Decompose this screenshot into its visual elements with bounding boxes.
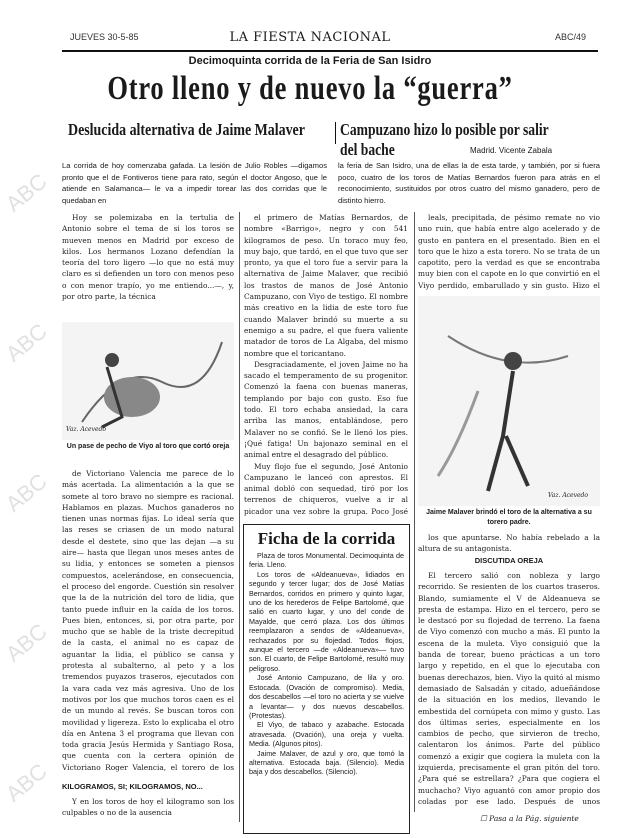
article-title: Otro lleno y de nuevo la “guerra” [107, 70, 513, 107]
issue-date: JUEVES 30-5-85 [70, 32, 139, 42]
header-rule [62, 50, 598, 52]
bullfight-photo-1 [62, 322, 234, 440]
subtitle-divider [335, 122, 336, 144]
column-3-mid [418, 532, 600, 554]
matador-illustration [62, 322, 234, 440]
article-kicker: Decimoquinta corrida de la Feria de San Isidro [188, 55, 432, 67]
photo-signature: Vaz. Acevedo [66, 426, 106, 433]
column-1-bottom [62, 468, 234, 773]
subtitle-right: Campuzano hizo lo posible por salir del bache [340, 120, 549, 159]
column-divider [239, 212, 240, 822]
ficha-paragraph: Jaime Malaver, de azul y oro, que tomó la alternativa. Estocada baja. (Silencio). Media baja y dos descabellos. (Silencio). [249, 748, 404, 777]
column-1-top [62, 212, 234, 314]
paragraph: de Victoriano Valencia me parece de lo más acertada. La alimentación a la que se somete al toro bravo no siempre es racional. Hablamos en plazas. Muchos ganaderos no tienen unas normas fijas. Lo ideal sería que las reses se criasen de un modo natural desde el destete, sino que las dejan —a su aire— hasta que llegan unos meses antes de su lidia, y entonces se someten a piensos compuestos, acelerándose, en consecuencia, el proceso del engorde. Cuestión sin resolver que la de la nutrición del toro de lidia, que tanto puede influir en la caída de los toros. Pues bien, entonces, si, por otra parte, por mucho que se hable de la triste decrepitud de la casta, el animal no es capaz de aguantar la lidia, el público se cansa y protesta al subalterno, al peto y a los tremendos puyazos traseros, ejecutados con la vara cada vez más agresiva. Uno de los motivos por los que muchos toros caen es el de un mundo al revés. Se buscan toros con movilidad y ligereza. Esto lo explicaba el otro día en Antena 3 el programa que llevan con toda gracia Jesús Hermida y Santiago Rosa, que cuenta con la certera opinión de Victoriano Roger Valencia, el torero de los [62, 469, 234, 772]
column-divider [414, 212, 415, 812]
ficha-paragraph: Plaza de toros Monumental. Decimoquinta de feria. Lleno. [249, 551, 404, 570]
paragraph: Hoy se polemizaba en la tertulia de Antonio sobre el tema de si los toros se mueven menos en Madrid por exceso de kilos. Los hermanos Lozano defendían la teoría del toro ligero —lo que no está muy claro es si defienden un toro con menos peso o con menor trapío, yo me entiendo...—, y, por otro parte, la técnica [62, 213, 234, 302]
watermark: ABC [0, 758, 52, 807]
watermark: ABC [0, 618, 52, 667]
paragraph: Y en los toros de hoy el kilogramo son los culpables o no de la ausencia [62, 797, 234, 818]
bullfight-photo-2 [418, 296, 600, 506]
column-1-end [62, 796, 234, 820]
watermark: ABC [0, 318, 52, 367]
watermark: ABC [0, 468, 52, 517]
subhead-kilogramos: KILOGRAMOS, SI; KILOGRAMOS, NO... [62, 782, 203, 791]
column-2 [244, 212, 408, 517]
ficha-paragraph: Los toros de «Aldeanueva», lidiados en segundo y tercer lugar; dos de José Matías Bernardos, corridos en primero y quinto lugar, uno de los herederos de Felipe Bartolomé, que salió en cuarto lugar, y uno del conde de Mayalde, que cerró plaza. Los dos últimos reemplazaron a sendos de «Aldeanueva», rechazados por su flojedad. Todos flojos, aunque el tercero —de «Aldeanueva»— tuvo son. El cuarto, de Felipe Bartolomé, resultó muy peligroso. [249, 569, 404, 673]
continued-link[interactable]: ☐ Pasa a la Pág. siguiente [480, 814, 579, 823]
matador-illustration [418, 296, 600, 506]
photo-1-caption: Un pase de pecho de Viyo al toro que cortó oreja [66, 443, 230, 450]
subtitle-left: Deslucida alternativa de Jaime Malaver [68, 120, 305, 139]
ficha-paragraph: José Antonio Campuzano, de lila y oro. Estocada. (Ovación de compromiso). Media, dos descabellos —el toro no acierta y se vuelve a levantar— y dos nuevos descabellos. (Protestas). [249, 673, 404, 720]
paragraph: leals, precipitada, de pésimo remate no vio uno ruin, que había entre algo acelerado y de gusto en pantera en el presentado. Bien en el toro que le hizo a esta torero. No se trata de un capotito, pero la verdad es que se encontraba muy bien con el capote en lo que convirtió en el Viyo perdido, embarullado y sin gusto. Hizo el [418, 213, 600, 290]
byline: Madrid. Vicente Zabala [470, 146, 553, 155]
watermark: ABC [0, 168, 52, 217]
section-title: LA FIESTA NACIONAL [229, 30, 391, 45]
ficha-box [243, 524, 410, 834]
paragraph: Muy flojo fue el segundo, José Antonio Campuzano le lanceó con aprestos. El animal dobló con sequedad, tiró por los terrenos de chiqueros, vuelve a ir al picador una vez sobre la grupa. Poco José [244, 461, 408, 516]
ficha-title: Ficha de la corrida [257, 529, 396, 548]
page-number: ABC/49 [555, 32, 587, 42]
paragraph: El tercero salió con nobleza y largo recorrido. Se resienten de los cuartos traseros. Blando, sumiamente el V de Aldeanueva se presta de estampa. Hizo en el tercero, pero se le destacó por su flojedad de terreno. La faena de Viyo comenzó con mucho a más. El punto la escena de la muleta. Viyo consiguió que la banda de torear, bueno prácticas a un toro largo y repetido, en el que lo ejecutaba con buenas derechazos, bien. Viyo la quitó al mismo demasiado de Salsadán y citado, adueñándose de la situación en los medios, llevando le embestida del cornúpeta con mimo y gusto. Las dos últimas series, especialmente en los cambios de pecho, que sirvieron de trecho, calentaron los ánimos. Parte del público comenzó a exigir que cogiera la muleta con la izquierda, precisamente el gran pitón del toro. ¿Para qué se estrellara? ¿Para que cogiera el muchacho? Viyo aguantó con amor propio dos coladas por ese lado. Después de unos [418, 571, 600, 806]
paragraph: los que apuntarse. No había rebelado a la altura de su antagonista. [418, 533, 600, 554]
column-3-top [418, 212, 600, 292]
ficha-paragraph: El Viyo, de tabaco y azabache. Estocada atravesada. (Ovación), una oreja y vuelta. Media. (Algunos pitos). [249, 720, 404, 749]
photo-signature: Vaz. Acevedo [548, 492, 588, 499]
lead-right: la feria de San Isidro, una de ellas la de esta tarde, y también, por si fuera poco, cuatro de los toros de Matías Bernardos fueron para atrás en el reconocimiento, sustituidos por otros cuatro del mismo ganadero, pero de distinto hierro. [338, 161, 600, 205]
photo-2-caption: Jaime Malaver brindó el toro de la alternativa a su torero padre. [426, 509, 592, 526]
column-3-bottom [418, 570, 600, 808]
paragraph: Desgraciadamente, el joven Jaime no ha sacado el temperamento de su progenitor. Comenzó la faena con buenas maneras, templando por bajo con gusto. Eso fue todo. El toro echaba ansiedad, la cara arriba las manos, entablándose, pero Malaver no se confió. Se le llenó los pies. ¡Qué fatiga! Un bajonazo seminal en el animal entre el desagrado del público. [244, 359, 408, 460]
lead-left: La corrida de hoy comenzaba gafada. La lesión de Julio Robles —digamos pronto que el de Fontiveros tiene para rato, según el doctor Angoso, que le atiende en Salamanca— le va a impedir torear las dos corridas que le quedaban en [62, 161, 327, 205]
paragraph: el primero de Matías Bernardos, de nombre «Barrigo», negro y con 541 kilogramos de peso. Un toraco muy feo, muy bajo, que tardó, en el que tuvo que ser pronto, ya que el toro fue a servir para la alternativa de Jaime Malaver, que recibió los trastos de manos de José Antonio Campuzano, con Viyo de testigo. El nombre más creativo en la lidia de este toro fue cuando Malaver brindó su muerte a su enemigo a su padre, el que fuera valiente matador de toros de La Algaba, del mismo nombre que el toricantano. [244, 213, 408, 358]
subhead-discutida-oreja: DISCUTIDA OREJA [474, 556, 544, 565]
